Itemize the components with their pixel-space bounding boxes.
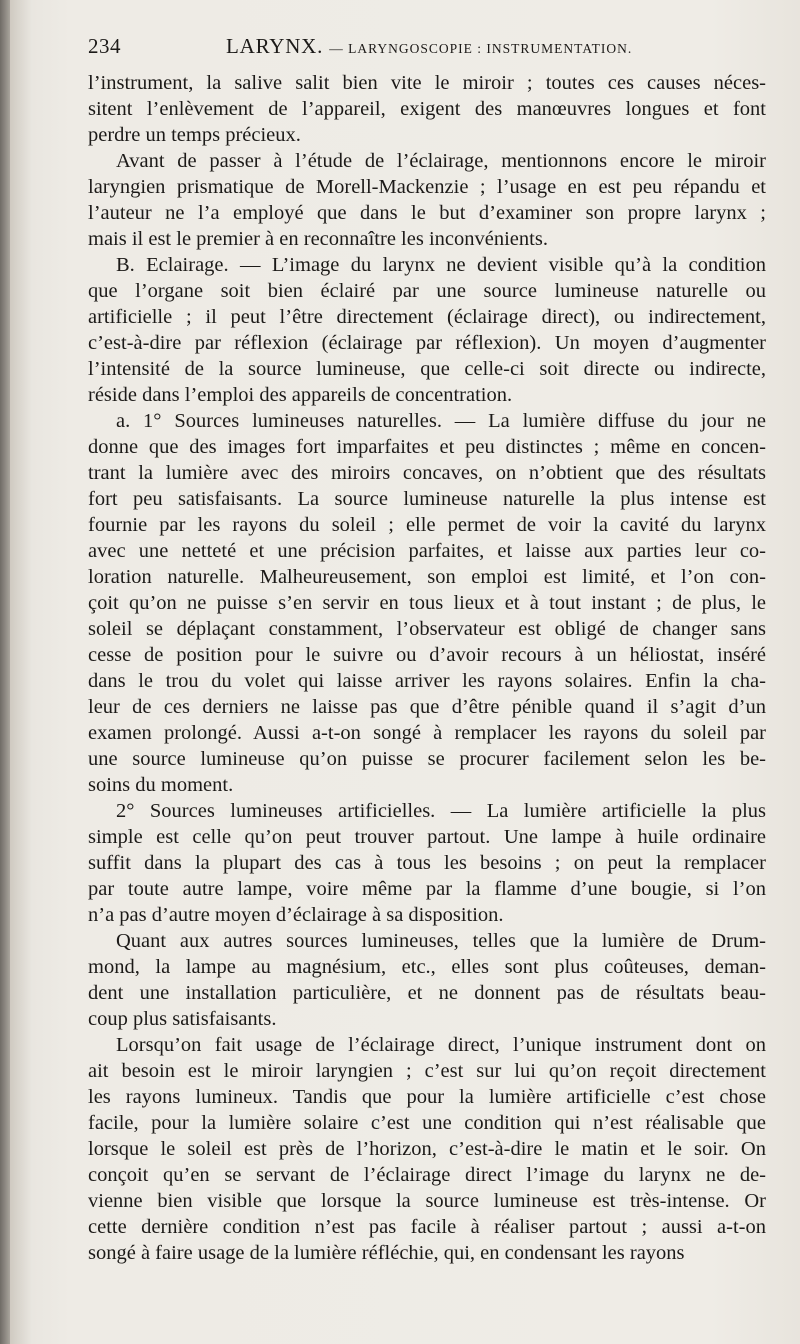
text-line: l’auteur ne l’a employé que dans le but d’examiner son propre larynx ;: [88, 202, 766, 224]
text-line: Quant aux autres sources lumineuses, telles que la lumière de Drum-: [116, 930, 766, 952]
running-title-section: — LARYNGOSCOPIE : INSTRUMENTATION.: [329, 41, 633, 56]
text-line: vienne bien visible que lorsque la source lumineuse est très-intense. Or: [88, 1190, 766, 1212]
text-line: simple est celle qu’on peut trouver partout. Une lampe à huile ordinaire: [88, 826, 766, 848]
body-text: [88, 70, 766, 1266]
text-line: songé à faire usage de la lumière réfléchie, qui, en condensant les rayons: [88, 1242, 685, 1264]
text-line: l’instrument, la salive salit bien vite le miroir ; toutes ces causes néces-: [88, 72, 766, 94]
text-line: mais il est le premier à en reconnaître les inconvénients.: [88, 228, 548, 250]
text-line: fort peu satisfaisants. La source lumineuse naturelle la plus intense est: [88, 488, 766, 510]
running-header: [88, 34, 768, 60]
text-line: çoit qu’on ne puisse s’en servir en tous lieux et à tout instant ; de plus, le: [88, 592, 766, 614]
text-line: avec une netteté et une précision parfaites, et laisse aux parties leur co-: [88, 540, 766, 562]
text-line: loration naturelle. Malheureusement, son emploi est limité, et l’on con-: [88, 566, 766, 588]
running-title: [226, 34, 632, 59]
text-line: soleil se déplaçant constamment, l’observateur est obligé de changer sans: [88, 618, 766, 640]
text-line: lorsque le soleil est près de l’horizon, c’est-à-dire le matin et le soir. On: [88, 1138, 766, 1160]
text-line: Lorsqu’on fait usage de l’éclairage direct, l’unique instrument dont on: [116, 1034, 766, 1056]
text-line: trant la lumière avec des miroirs concaves, on n’obtient que des résultats: [88, 462, 766, 484]
text-line: cesse de position pour le suivre ou d’avoir recours à un héliostat, inséré: [88, 644, 766, 666]
text-line: par toute autre lampe, voire même par la flamme d’une bougie, si l’on: [88, 878, 766, 900]
text-line: facile, pour la lumière solaire c’est une condition qui n’est réalisable que: [88, 1112, 766, 1134]
text-line: dent une installation particulière, et ne donnent pas de résultats beau-: [88, 982, 766, 1004]
text-line: réside dans l’emploi des appareils de concentration.: [88, 384, 513, 406]
text-line: dans le trou du volet qui laisse arriver les rayons solaires. Enfin la cha-: [88, 670, 766, 692]
text-line: coup plus satisfaisants.: [88, 1008, 277, 1030]
text-line: a. 1° Sources lumineuses naturelles. — La lumière diffuse du jour ne: [116, 410, 766, 432]
text-line: donne que des images fort imparfaites et peu distinctes ; même en concen-: [88, 436, 766, 458]
text-line: examen prolongé. Aussi a-t-on songé à remplacer les rayons du soleil par: [88, 722, 766, 744]
text-line: artificielle ; il peut l’être directement (éclairage direct), ou indirectement,: [88, 306, 766, 328]
page-number: 234: [88, 34, 121, 58]
text-line: soins du moment.: [88, 774, 234, 796]
text-line: B. Eclairage. — L’image du larynx ne devient visible qu’à la condition: [116, 254, 766, 276]
running-title-main: LARYNX.: [226, 34, 324, 58]
text-line: cette dernière condition n’est pas facile à réaliser partout ; aussi a-t-on: [88, 1216, 766, 1238]
text-line: laryngien prismatique de Morell-Mackenzie ; l’usage en est peu répandu et: [88, 176, 766, 198]
text-line: l’intensité de la source lumineuse, que celle-ci soit directe ou indirecte,: [88, 358, 766, 380]
text-line: que l’organe soit bien éclairé par une source lumineuse naturelle ou: [88, 280, 766, 302]
book-spine-shadow: [0, 0, 10, 1344]
text-line: conçoit qu’en se servant de l’éclairage direct l’image du larynx ne de-: [88, 1164, 766, 1186]
text-line: leur de ces derniers ne laisse pas que d’être pénible quand il s’agit d’un: [88, 696, 766, 718]
text-line: suffit dans la plupart des cas à tous les besoins ; on peut la remplacer: [88, 852, 766, 874]
text-line: 2° Sources lumineuses artificielles. — La lumière artificielle la plus: [116, 800, 766, 822]
text-line: Avant de passer à l’étude de l’éclairage, mentionnons encore le miroir: [116, 150, 766, 172]
text-line: ait besoin est le miroir laryngien ; c’est sur lui qu’on reçoit directement: [88, 1060, 766, 1082]
text-line: les rayons lumineux. Tandis que pour la lumière artificielle c’est chose: [88, 1086, 766, 1108]
text-line: sitent l’enlèvement de l’appareil, exigent des manœuvres longues et font: [88, 98, 766, 120]
text-line: mond, la lampe au magnésium, etc., elles sont plus coûteuses, deman-: [88, 956, 766, 978]
text-line: perdre un temps précieux.: [88, 124, 301, 146]
text-line: c’est-à-dire par réflexion (éclairage par réflexion). Un moyen d’augmenter: [88, 332, 766, 354]
text-line: n’a pas d’autre moyen d’éclairage à sa disposition.: [88, 904, 504, 926]
text-line: une source lumineuse qu’on puisse se procurer facilement selon les be-: [88, 748, 766, 770]
text-line: fournie par les rayons du soleil ; elle permet de voir la cavité du larynx: [88, 514, 766, 536]
